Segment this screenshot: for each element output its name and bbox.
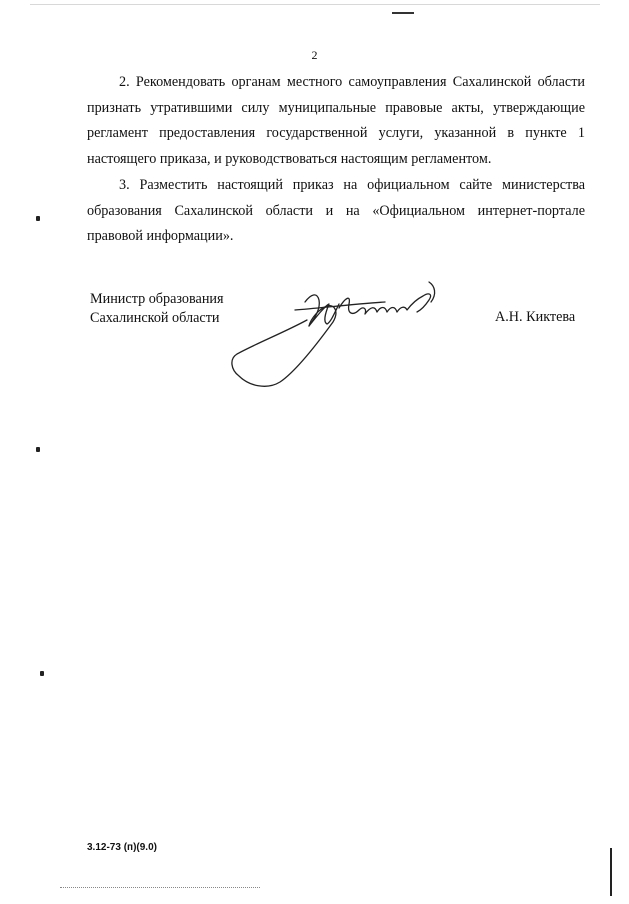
signer-title: [90, 290, 224, 328]
scan-artifact: [36, 447, 40, 452]
signer-title-line2: Сахалинской области: [90, 310, 220, 326]
signer-name: А.Н. Киктева: [495, 309, 576, 325]
scan-edge-line: [30, 4, 600, 5]
paragraph-2: 2. Рекомендовать органам местного самоуправления Сахалинской области признать утратившими силу муниципальные правовые акты, утверждающие регламент предоставления государственной услуги, указанной в пункте 1 настоящего приказа, и руководствоваться настоящим регламентом.: [87, 74, 585, 167]
scan-artifact: [40, 671, 44, 676]
scan-artifact: [36, 216, 40, 221]
scan-edge-bar: [610, 848, 612, 896]
handwritten-signature: [225, 272, 445, 397]
scan-artifact: [392, 12, 414, 14]
document-code: 3.12-73 (п)(9.0): [87, 842, 157, 853]
scan-edge-line: [60, 887, 260, 889]
paragraph-3: 3. Разместить настоящий приказ на официальном сайте министерства образования Сахалинской области и на «Официальном интернет-портале правовой информации».: [87, 177, 585, 244]
signer-title-line1: Министр образования: [90, 291, 224, 307]
page-number: 2: [311, 48, 318, 62]
